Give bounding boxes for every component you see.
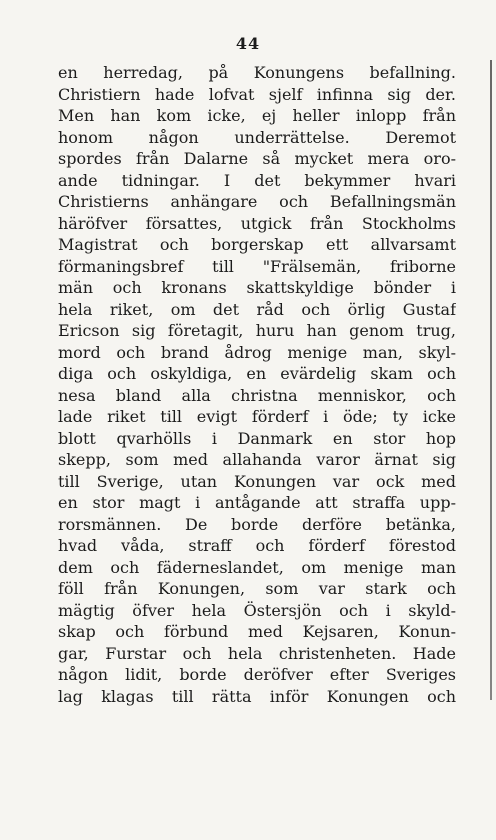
text-line: diga och oskyldiga, en evärdelig skam och — [58, 364, 456, 383]
page-edge-shadow — [490, 60, 492, 700]
text-line: män och kronans skattskyldige bönder i — [58, 278, 456, 297]
text-line: skap och förbund med Kejsaren, Konun- — [58, 622, 456, 641]
text-line: Christiern hade lofvat sjelf infinna sig der. — [58, 84, 456, 104]
text-line: en stor magt i antågande att straffa upp- — [58, 493, 456, 512]
text-line: hvad våda, straff och förderf förestod — [58, 536, 456, 555]
text-line: mägtig öfver hela Östersjön och i skyld- — [58, 600, 456, 620]
text-line: rorsmännen. De borde derföre betänka, — [58, 514, 456, 534]
text-line: föll från Konungen, som var stark och — [58, 579, 456, 598]
text-line: nesa bland alla christna menniskor, och — [58, 385, 456, 405]
text-line: förmaningsbref till "Frälsemän, friborne — [58, 256, 456, 276]
text-line: en herredag, på Konungens befallning. — [58, 63, 456, 82]
text-line: någon lidit, borde deröfver efter Sveriges — [58, 665, 456, 684]
text-line: skepp, som med allahanda varor ärnat sig — [58, 450, 456, 469]
text-line: honom någon underrättelse. Deremot — [58, 127, 456, 147]
text-line: gar, Furstar och hela christenheten. Hade — [58, 643, 456, 663]
text-line: lag klagas till rätta inför Konungen och — [58, 686, 456, 706]
text-line: Men han kom icke, ej heller inlopp från — [58, 106, 456, 125]
text-line: Ericson sig företagit, huru han genom trug, — [58, 321, 456, 340]
text-line: blott qvarhölls i Danmark en stor hop — [58, 428, 456, 448]
text-line: häröfver försattes, utgick från Stockholms — [58, 213, 456, 233]
text-line: dem och fäderneslandet, om menige man — [58, 557, 456, 577]
text-line: Magistrat och borgerskap ett allvarsamt — [58, 235, 456, 254]
text-line: lade riket till evigt förderf i öde; ty icke — [58, 407, 456, 426]
body-text — [58, 62, 456, 707]
text-line: ande tidningar. I det bekymmer hvari — [58, 170, 456, 190]
page-number: 44 — [235, 34, 261, 53]
text-line: mord och brand ådrog menige man, skyl- — [58, 342, 456, 362]
text-line: till Sverige, utan Konungen var ock med — [58, 471, 456, 491]
text-line: spordes från Dalarne så mycket mera oro- — [58, 149, 456, 168]
text-line: hela riket, om det råd och örlig Gustaf — [58, 299, 456, 319]
text-line: Christierns anhängare och Befallningsmän — [58, 192, 456, 211]
